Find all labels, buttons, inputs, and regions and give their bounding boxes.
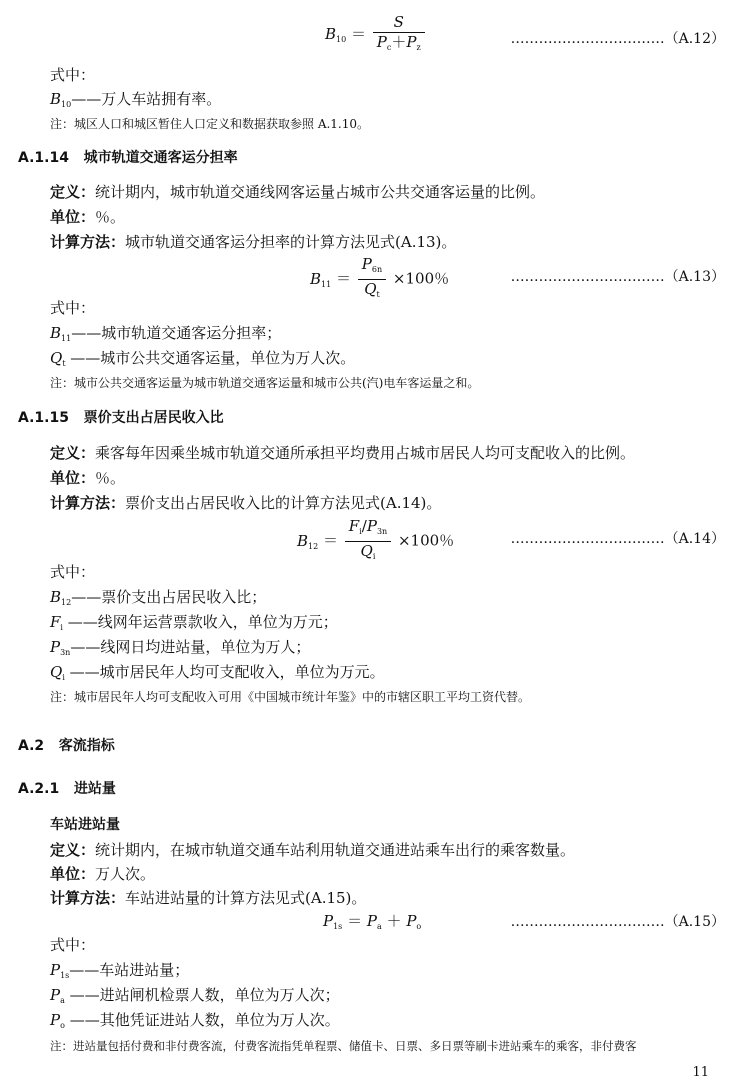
unit: 单位：万人次。 <box>50 865 156 883</box>
symbol-definition: $P_o$ ——其他凭证进站人数，单位为万人次。 <box>50 1011 340 1030</box>
eq-lhs: $B_{10}$ <box>325 25 347 44</box>
note: 注：城市居民年人均可支配收入可用《中国城市统计年鉴》中的市辖区职工平均工资代替。 <box>50 690 531 704</box>
fraction: $\frac{P_{6n}}{Q_t}$ <box>358 256 386 303</box>
numerator: S <box>373 14 425 33</box>
symbol-definition: $F_i$ ——线网年运营票款收入，单位为万元； <box>50 613 338 632</box>
equation-number: ……………………………（A.14） <box>510 531 725 547</box>
subheading: 车站进站量 <box>50 817 120 833</box>
definition: 定义：统计期内，城市轨道交通线网客运量占城市公共交通客运量的比例。 <box>50 183 546 201</box>
where-label: 式中： <box>50 299 96 317</box>
definition: 定义：乘客每年因乘坐城市轨道交通所承担平均费用占城市居民人均可支配收入的比例。 <box>50 444 636 462</box>
note: 注：进站量包括付费和非付费客流，付费客流指凭单程票、储值卡、日票、多日票等刷卡进站乘车的乘客，非付费客 <box>50 1039 637 1053</box>
section-heading: A.2 客流指标 <box>18 738 115 754</box>
equation-number: ……………………………（A.13） <box>510 269 725 285</box>
equation-a12 <box>325 14 427 56</box>
denominator: $P_c+P_z$ <box>376 33 421 52</box>
where-label: 式中： <box>50 563 96 581</box>
equation-a13: $B_{11}$ ＝ $\frac{P_{6n}}{Q_t}$ ×100％ <box>310 256 449 303</box>
definition: 定义：统计期内，在城市轨道交通车站利用轨道交通进站乘车出行的乘客数量。 <box>50 841 576 859</box>
symbol-definition: $P_a$ ——进站闸机检票人数，单位为万人次； <box>50 986 340 1005</box>
equation-a14: $B_{12}$ ＝ $\frac{F_i/P_{3n}}{Q_i}$ ×100％ <box>297 518 454 565</box>
fraction <box>373 14 425 56</box>
symbol-definition: $B_{10}——$万人车站拥有率。 <box>50 90 222 109</box>
calculation-method: 计算方法：城市轨道交通客运分担率的计算方法见式(A.13)。 <box>50 233 457 251</box>
symbol-definition: $B_{12}——$票价支出占居民收入比； <box>50 588 267 607</box>
equals-sign: ＝ <box>351 25 367 43</box>
note: 注：城区人口和城区暂住人口定义和数据获取参照 A.1.10。 <box>50 117 370 131</box>
unit: 单位：％。 <box>50 469 126 487</box>
where-label: 式中： <box>50 66 96 84</box>
symbol-definition: $Q_t$ ——城市公共交通客运量，单位为万人次。 <box>50 349 356 368</box>
symbol-definition: $Q_i$ ——城市居民年人均可支配收入，单位为万元。 <box>50 663 385 682</box>
calculation-method: 计算方法：票价支出占居民收入比的计算方法见式(A.14)。 <box>50 494 442 512</box>
page-number: 11 <box>692 1065 709 1080</box>
equation-number: ……………………………（A.15） <box>510 914 725 930</box>
section-heading: A.2.1 进站量 <box>18 781 116 797</box>
unit: 单位：％。 <box>50 208 126 226</box>
equation-a15: $P_{1s} = P_a + P_o$ <box>323 912 422 931</box>
where-label: 式中： <box>50 936 96 954</box>
symbol-definition: $P_{1s}——$车站进站量； <box>50 961 190 980</box>
symbol-definition: $P_{3n}——$线网日均进站量，单位为万人； <box>50 638 311 657</box>
section-heading: A.1.15 票价支出占居民收入比 <box>18 410 224 426</box>
fraction: $\frac{F_i/P_{3n}}{Q_i}$ <box>345 518 391 565</box>
note: 注：城市公共交通客运量为城市轨道交通客运量和城市公共(汽)电车客运量之和。 <box>50 376 480 390</box>
symbol-definition: $B_{11}——$城市轨道交通客运分担率； <box>50 324 282 343</box>
section-heading: A.1.14 城市轨道交通客运分担率 <box>18 150 238 166</box>
equation-number: ……………………………（A.12） <box>510 31 725 47</box>
calculation-method: 计算方法：车站进站量的计算方法见式(A.15)。 <box>50 889 367 907</box>
